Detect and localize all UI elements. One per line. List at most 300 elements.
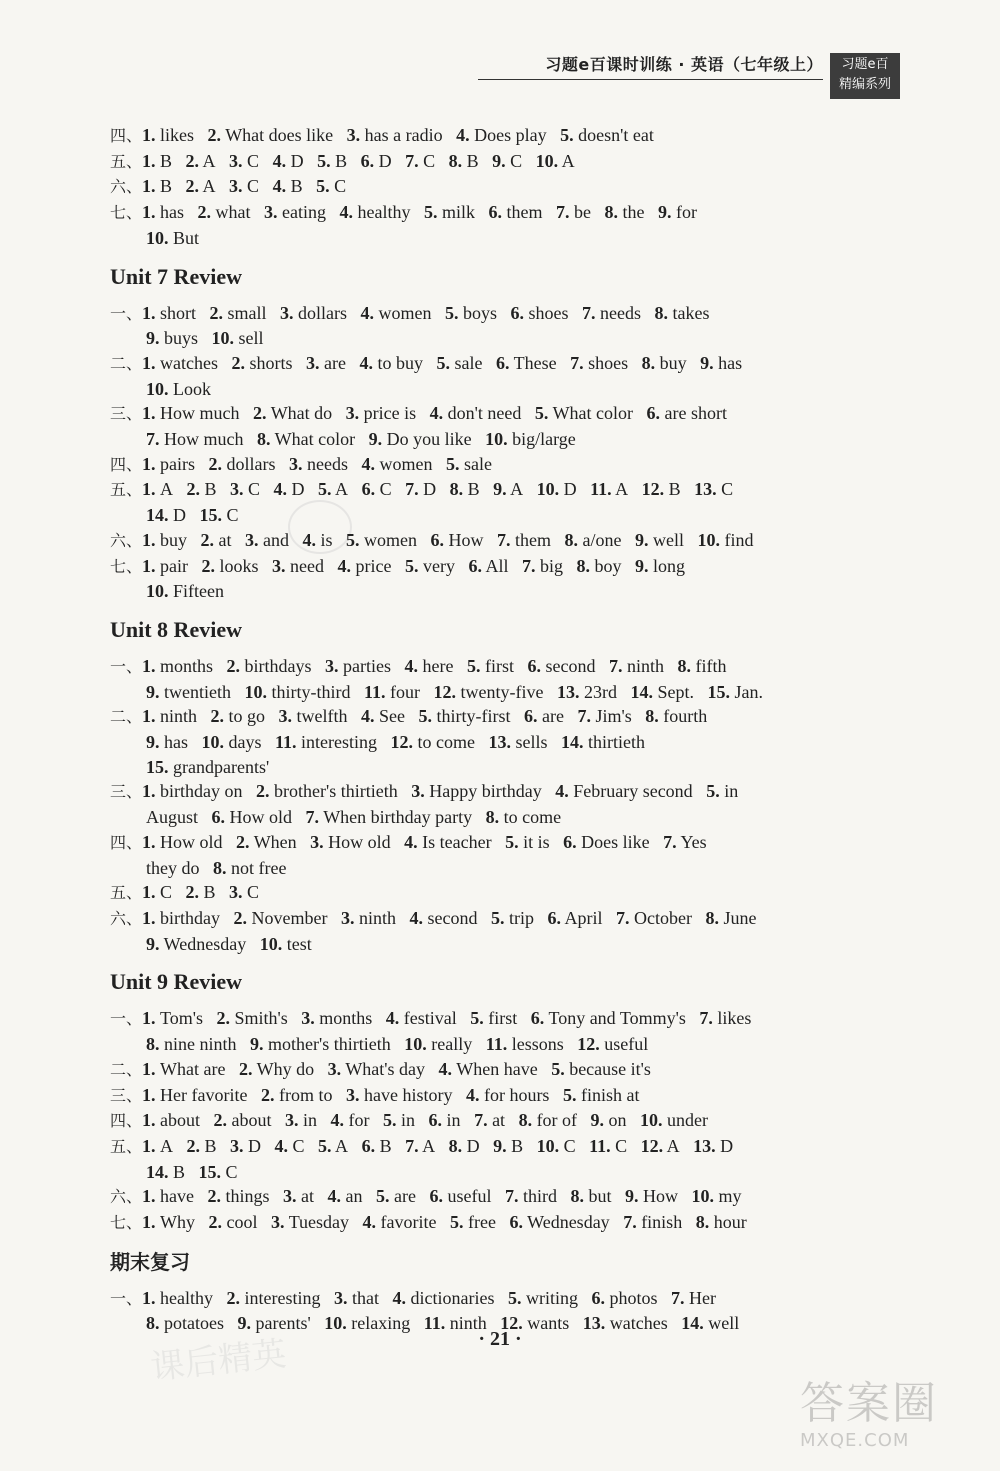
series-logo: [830, 53, 900, 99]
answer-item: 15. C: [198, 1161, 238, 1182]
answer-item: 1. How old: [142, 831, 223, 852]
answer-item: 1. have: [142, 1186, 194, 1207]
answer-key-content: [110, 123, 910, 1336]
answer-item: 9. long: [635, 555, 686, 576]
answer-row: [110, 1160, 910, 1185]
answer-item: 4. for: [330, 1110, 370, 1131]
answer-item: 6. D: [360, 150, 392, 171]
answer-item: 8. a/one: [564, 529, 622, 550]
answer-item: 3. have history: [345, 1084, 453, 1105]
answer-item: 2. what: [197, 202, 251, 223]
answer-item: 9. has: [700, 352, 743, 373]
answer-item: 7. big: [521, 555, 563, 576]
answer-item: 10. relaxing: [324, 1313, 411, 1334]
answer-item: 2. to go: [210, 706, 266, 727]
answer-item: 4. is: [302, 529, 333, 550]
answer-item: 3. price is: [345, 403, 417, 424]
answer-item: 13. D: [693, 1135, 734, 1156]
answer-item: 2. Why do: [238, 1058, 315, 1079]
exercise-label: 一、: [110, 1288, 143, 1308]
answer-item: 9. A: [493, 479, 524, 500]
answer-item: 14. D: [146, 505, 186, 526]
answer-item: 1. How much: [142, 403, 240, 424]
answer-item: 13. sells: [488, 732, 548, 753]
answer-item: 2. A: [185, 176, 216, 197]
answer-item: 5. sale: [446, 453, 492, 474]
exercise-label: 二、: [110, 707, 143, 727]
answer-item: 8. the: [604, 202, 645, 223]
answer-item: 5. What color: [534, 403, 634, 424]
answer-item: 1. short: [142, 302, 197, 323]
watermark-url: MXQE.COM: [800, 1430, 910, 1451]
answer-row: [110, 1108, 910, 1134]
answer-item: 3. that: [333, 1287, 379, 1308]
answer-row: [110, 326, 910, 351]
answer-item: 7. C: [405, 150, 436, 171]
page-number: · 21 ·: [478, 1328, 522, 1350]
section-heading: Unit 7 Review: [110, 263, 242, 289]
answer-item: 6. All: [468, 555, 509, 576]
site-watermark: [800, 1378, 990, 1458]
answer-item: August: [146, 807, 199, 828]
answer-row: [110, 226, 910, 251]
answer-row: [110, 830, 910, 856]
answer-item: 3. dollars: [280, 302, 348, 323]
answer-item: 5. because it's: [551, 1058, 651, 1079]
answer-item: 5. B: [317, 150, 348, 171]
answer-row: [110, 123, 910, 149]
answer-item: 5. writing: [507, 1287, 578, 1308]
answer-item: 8. hour: [695, 1212, 747, 1233]
answer-item: 2. brother's thirtieth: [256, 781, 398, 802]
answer-item: 3. Tuesday: [271, 1212, 350, 1233]
answer-item: 11. four: [363, 681, 420, 702]
answer-item: 9. C: [492, 150, 523, 171]
answer-item: 6. How: [430, 529, 484, 550]
answer-item: 2. B: [186, 479, 217, 500]
answer-item: 6. in: [428, 1110, 461, 1131]
exercise-label: 五、: [110, 1136, 143, 1156]
answer-item: 1. A: [142, 479, 174, 500]
answer-row: [110, 805, 910, 830]
answer-item: 9. well: [635, 529, 685, 550]
answer-item: 15. grandparents': [146, 756, 270, 777]
answer-item: 2. from to: [260, 1084, 333, 1105]
answer-item: 13. watches: [582, 1313, 668, 1334]
answer-item: 2. at: [200, 529, 232, 550]
answer-item: 3. D: [230, 1135, 262, 1156]
answer-row: [110, 880, 910, 906]
answer-item: 7. October: [616, 907, 692, 928]
answer-item: 2. dollars: [208, 453, 276, 474]
answer-item: 7. Yes: [663, 831, 707, 852]
answer-item: 6. photos: [591, 1287, 658, 1308]
answer-item: 10. A: [535, 150, 575, 171]
answer-item: 2. looks: [201, 555, 259, 576]
answer-item: 9. for: [658, 202, 697, 223]
answer-item: 3. need: [272, 555, 324, 576]
answer-item: 12. A: [640, 1135, 680, 1156]
answer-item: 15. Jan.: [707, 681, 763, 702]
answer-row: [110, 1184, 910, 1210]
answer-row: [110, 149, 910, 175]
answer-item: 8. to come: [485, 807, 562, 828]
exercise-label: 七、: [110, 556, 143, 576]
answer-item: 3. C: [229, 150, 260, 171]
answer-item: 4. price: [337, 555, 392, 576]
answer-item: 4. women: [361, 453, 433, 474]
answer-row: [110, 779, 910, 805]
answer-row: [110, 1032, 910, 1057]
answer-item: 10. Look: [146, 378, 211, 399]
answer-item: 4. dictionaries: [392, 1287, 495, 1308]
answer-item: 8. B: [448, 150, 479, 171]
answer-row: [110, 755, 910, 780]
exercise-label: 六、: [110, 908, 143, 928]
answer-item: 4. D: [273, 479, 305, 500]
answer-item: 4. February second: [555, 781, 693, 802]
answer-item: 7. Her: [670, 1287, 716, 1308]
book-header: 习题e百课时训练 · 英语（七年级上）: [478, 52, 823, 80]
answer-item: 7. third: [505, 1186, 557, 1207]
answer-item: 10. my: [691, 1186, 742, 1207]
answer-item: 10. really: [404, 1034, 473, 1055]
answer-item: 4. festival: [385, 1008, 457, 1029]
answer-row: [110, 730, 910, 755]
answer-item: 3. How old: [310, 831, 391, 852]
answer-row: [110, 554, 910, 580]
answer-row: [110, 704, 910, 730]
answer-item: 6. Tony and Tommy's: [530, 1008, 686, 1029]
answer-item: 2. interesting: [226, 1287, 321, 1308]
answer-item: 4. B: [272, 176, 303, 197]
answer-item: 1. pair: [142, 555, 188, 576]
answer-item: 9. has: [146, 732, 188, 753]
answer-item: 3. and: [245, 529, 290, 550]
answer-item: 5. in: [383, 1110, 416, 1131]
answer-item: 12. wants: [500, 1313, 570, 1334]
answer-item: 14. Sept.: [630, 681, 694, 702]
answer-item: 12. to come: [390, 732, 475, 753]
answer-item: 15. C: [199, 505, 239, 526]
answer-item: 4. C: [274, 1135, 305, 1156]
answer-row: [110, 401, 910, 427]
answer-item: 2. cool: [208, 1212, 258, 1233]
answer-item: 8. potatoes: [146, 1313, 224, 1334]
answer-item: 7. D: [405, 479, 437, 500]
answer-item: 8. fifth: [677, 655, 727, 676]
answer-item: 3. twelfth: [278, 706, 348, 727]
answer-item: 1. pairs: [142, 453, 196, 474]
answer-item: 6. Wednesday: [509, 1212, 610, 1233]
answer-row: [110, 932, 910, 957]
answer-item: 2. about: [213, 1110, 272, 1131]
answer-item: 1. Her favorite: [142, 1084, 248, 1105]
answer-item: 7. A: [405, 1135, 436, 1156]
exercise-label: 二、: [110, 353, 143, 373]
answer-item: 10. under: [640, 1110, 709, 1131]
answer-item: 8. boy: [576, 555, 622, 576]
answer-item: 13. 23rd: [556, 681, 617, 702]
answer-item: 4. Does play: [456, 125, 547, 145]
answer-item: 5. are: [376, 1186, 416, 1207]
answer-item: 4. women: [360, 302, 432, 323]
logo-line-2: 精编系列: [838, 77, 891, 92]
answer-item: 4. here: [404, 655, 454, 676]
answer-item: 5. very: [404, 555, 455, 576]
answer-item: 6. are: [524, 706, 565, 727]
answer-item: 1. What are: [142, 1058, 226, 1079]
answer-row: [110, 1286, 910, 1312]
answer-item: 2. November: [233, 907, 328, 928]
answer-item: 2. things: [207, 1186, 270, 1207]
answer-item: 9. Wednesday: [146, 933, 247, 954]
answer-item: 1. months: [142, 655, 214, 676]
answer-item: 12. useful: [577, 1034, 649, 1055]
answer-item: 5. boys: [445, 302, 498, 323]
answer-item: 3. eating: [264, 202, 326, 223]
answer-item: 11. interesting: [275, 732, 377, 753]
exercise-label: 七、: [110, 203, 143, 223]
answer-item: 4. don't need: [429, 403, 522, 424]
exercise-label: 一、: [110, 303, 143, 323]
answer-row: [110, 452, 910, 478]
answer-item: 2. shorts: [231, 352, 293, 373]
answer-item: 3. ninth: [341, 907, 397, 928]
answer-item: 5. sale: [436, 352, 483, 373]
answer-item: 4. for hours: [465, 1084, 550, 1105]
answer-item: 3. at: [283, 1186, 315, 1207]
exercise-label: 五、: [110, 883, 143, 903]
answer-item: 11. lessons: [485, 1034, 564, 1055]
answer-item: 5. A: [318, 1135, 349, 1156]
answer-item: 5. thirty-first: [418, 706, 511, 727]
answer-item: 9. twentieth: [146, 681, 231, 702]
answer-item: 9. buys: [146, 328, 199, 349]
answer-item: 8. June: [705, 907, 757, 928]
exercise-label: 五、: [110, 480, 143, 500]
exercise-label: 六、: [110, 530, 143, 550]
answer-item: 1. watches: [142, 352, 218, 373]
answer-row: [110, 477, 910, 503]
exercise-label: 四、: [110, 126, 143, 145]
answer-item: 6. April: [547, 907, 603, 928]
answer-item: 3. in: [285, 1110, 318, 1131]
answer-item: 5. it is: [505, 831, 550, 852]
answer-item: 14. well: [681, 1313, 740, 1334]
answer-item: 3. has a radio: [346, 125, 443, 145]
answer-item: 4. See: [361, 706, 406, 727]
answer-row: [110, 200, 910, 226]
answer-item: 2. small: [209, 302, 267, 323]
answer-item: 2. When: [236, 831, 297, 852]
answer-item: 7. shoes: [570, 352, 629, 373]
answer-item: 1. C: [142, 882, 173, 903]
answer-item: 1. ninth: [142, 706, 198, 727]
answer-item: 4. to buy: [359, 352, 424, 373]
answer-row: [110, 427, 910, 452]
answer-row: [110, 654, 910, 680]
answer-item: 14. B: [146, 1161, 186, 1182]
faint-watermark-text: 课后精英: [148, 1333, 289, 1388]
answer-item: 7. likes: [699, 1008, 752, 1029]
exercise-label: 七、: [110, 1213, 143, 1233]
section-heading: Unit 9 Review: [110, 969, 242, 995]
answer-row: [110, 1006, 910, 1032]
answer-item: 12. twenty-five: [433, 681, 544, 702]
answer-row: [110, 377, 910, 402]
answer-item: 6. Does like: [563, 831, 650, 852]
answer-item: 6. them: [488, 202, 543, 223]
answer-item: 8. What color: [257, 429, 356, 450]
answer-item: 1. healthy: [142, 1287, 213, 1308]
section-heading: Unit 8 Review: [110, 616, 242, 642]
answer-item: 3. C: [230, 479, 261, 500]
answer-item: 4. second: [409, 907, 478, 928]
answer-item: 7. When birthday party: [305, 807, 473, 828]
answer-item: 7. Jim's: [577, 706, 632, 727]
answer-item: 1. likes: [142, 125, 195, 145]
exercise-label: 一、: [110, 656, 143, 676]
answer-item: 6. B: [361, 1135, 392, 1156]
answer-row: [110, 856, 910, 881]
answer-item: 5. A: [318, 479, 349, 500]
answer-row: [110, 906, 910, 932]
answer-item: 5. milk: [423, 202, 475, 223]
answer-item: 2. Smith's: [216, 1008, 288, 1029]
answer-item: 9. Do you like: [368, 429, 472, 450]
answer-item: 6. useful: [429, 1186, 492, 1207]
answer-item: 9. on: [590, 1110, 627, 1131]
answer-item: 3. parties: [325, 655, 392, 676]
answer-item: 4. healthy: [339, 202, 411, 223]
answer-item: 1. B: [142, 176, 173, 197]
answer-item: 8. takes: [654, 302, 710, 323]
answer-item: 10. D: [536, 479, 577, 500]
exercise-label: 一、: [110, 1009, 143, 1029]
answer-item: 2. B: [186, 1135, 217, 1156]
answer-item: 5. women: [346, 529, 418, 550]
answer-item: 13. C: [694, 479, 734, 500]
answer-row: [110, 1057, 910, 1083]
answer-item: 9. How: [625, 1186, 679, 1207]
answer-item: 3. What's day: [327, 1058, 426, 1079]
watermark-logo-text: 答案圈: [800, 1378, 938, 1429]
answer-item: 2. birthdays: [226, 655, 312, 676]
answer-item: 1. about: [142, 1110, 201, 1131]
exercise-label: 四、: [110, 832, 143, 852]
answer-row: [110, 174, 910, 200]
answer-item: 7. needs: [582, 302, 642, 323]
answer-item: 10. C: [536, 1135, 576, 1156]
answer-item: 10. test: [259, 933, 312, 954]
answer-item: 2. What do: [253, 403, 333, 424]
answer-item: 3. C: [229, 176, 260, 197]
answer-item: 2. A: [185, 150, 216, 171]
answer-item: 4. Is teacher: [404, 831, 492, 852]
answer-row: [110, 579, 910, 604]
answer-item: 1. B: [142, 150, 173, 171]
answer-item: 4. D: [272, 150, 304, 171]
answer-item: 10. Fifteen: [146, 581, 224, 602]
answer-item: 2. What does like: [207, 125, 334, 145]
exercise-label: 六、: [110, 177, 143, 197]
answer-row: [110, 1210, 910, 1236]
answer-item: 10. thirty-third: [244, 681, 351, 702]
answer-item: 7. be: [556, 202, 591, 223]
answer-item: 1. has: [142, 202, 185, 223]
answer-item: 10. But: [146, 227, 200, 248]
answer-item: 5. free: [450, 1212, 496, 1233]
answer-item: 5. trip: [491, 907, 534, 928]
answer-item: 11. ninth: [423, 1313, 487, 1334]
answer-row: [110, 301, 910, 327]
answer-item: 8. but: [570, 1186, 612, 1207]
answer-item: 8. B: [449, 479, 480, 500]
exercise-label: 三、: [110, 782, 143, 802]
answer-item: 6. C: [361, 479, 392, 500]
answer-item: 6. These: [496, 352, 557, 373]
answer-item: 8. for of: [518, 1110, 578, 1131]
exercise-label: 四、: [110, 454, 143, 474]
answer-item: 5. first: [467, 655, 514, 676]
logo-line-1: 习题e百: [841, 57, 889, 72]
section-heading: 期末复习: [110, 1249, 190, 1274]
exercise-label: 三、: [110, 404, 143, 424]
answer-item: 14. thirtieth: [561, 732, 645, 753]
answer-item: 11. C: [589, 1135, 628, 1156]
answer-item: 9. parents': [237, 1313, 311, 1334]
answer-item: 10. sell: [211, 328, 264, 349]
answer-item: 2. B: [185, 882, 216, 903]
answer-item: 11. A: [590, 479, 629, 500]
answer-item: 10. days: [201, 732, 262, 753]
answer-item: 3. months: [301, 1008, 373, 1029]
answer-item: 7. finish: [623, 1212, 683, 1233]
answer-item: 1. birthday: [142, 907, 221, 928]
answer-item: 9. mother's thirtieth: [250, 1034, 391, 1055]
answer-item: 5. doesn't eat: [560, 125, 654, 145]
answer-item: 5. in: [706, 781, 739, 802]
answer-item: 9. B: [493, 1135, 524, 1156]
answer-item: 4. favorite: [362, 1212, 437, 1233]
answer-item: 8. buy: [641, 352, 687, 373]
answer-item: 3. needs: [289, 453, 348, 474]
answer-item: 10. big/large: [485, 429, 576, 450]
answer-item: 12. B: [641, 479, 681, 500]
answer-item: 1. buy: [142, 529, 188, 550]
answer-item: 4. When have: [438, 1058, 538, 1079]
answer-item: 7. How much: [146, 429, 244, 450]
answer-row: [110, 1083, 910, 1109]
answer-item: they do: [146, 857, 200, 878]
answer-item: 1. Tom's: [142, 1008, 204, 1029]
answer-item: 6. are short: [646, 403, 728, 424]
answer-item: 1. Why: [142, 1212, 196, 1233]
answer-item: 3. C: [229, 882, 260, 903]
answer-item: 8. D: [448, 1135, 480, 1156]
answer-item: 3. are: [306, 352, 346, 373]
answer-item: 5. finish at: [562, 1084, 640, 1105]
answer-item: 3. Happy birthday: [411, 781, 542, 802]
exercise-label: 三、: [110, 1085, 143, 1105]
answer-row: [110, 1134, 910, 1160]
answer-item: 7. at: [474, 1110, 506, 1131]
answer-row: [110, 528, 910, 554]
answer-item: 7. ninth: [608, 655, 664, 676]
answer-item: 10. find: [697, 529, 754, 550]
answer-row: [110, 503, 910, 528]
